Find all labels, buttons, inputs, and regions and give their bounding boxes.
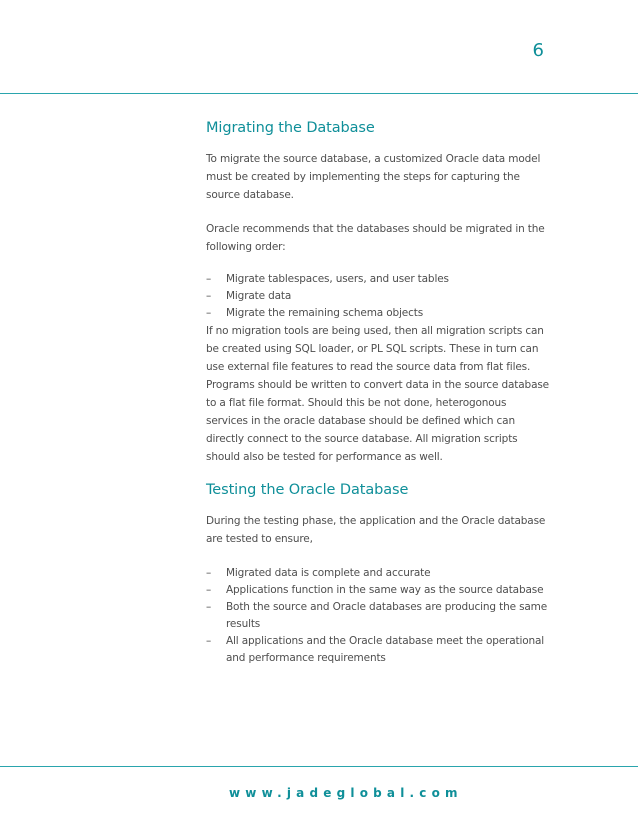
migration-scripts-paragraph: If no migration tools are being used, then all migration scripts can be created using SQL loader, or PL SQL scripts. These in turn can use external file features to read the source data from flat files. Programs should be written to convert data in the source database to a flat file format. Should this be not done, heterogonous services in the oracle database should be defined which can directly connect to the source database. All migration scripts should also be tested for performance as well. — [206, 325, 549, 463]
page-number: 6 — [532, 40, 544, 61]
dash-bullet: – — [206, 307, 212, 319]
list-item-text: All applications and the Oracle database meet the operational and performance requirements — [226, 635, 545, 664]
migration-order-paragraph: Oracle recommends that the databases should be migrated in the following order: — [206, 223, 545, 253]
dash-bullet: – — [206, 601, 212, 613]
dash-bullet: – — [206, 635, 212, 647]
list-item — [206, 582, 551, 599]
migration-intro-paragraph: To migrate the source database, a customized Oracle data model must be created by implementing the steps for capturing the source database. — [206, 153, 541, 201]
footer-divider — [0, 766, 638, 767]
header-divider — [0, 93, 638, 94]
list-item-text: Migrated data is complete and accurate — [226, 567, 431, 579]
dash-bullet: – — [206, 567, 212, 579]
dash-bullet: – — [206, 584, 212, 596]
list-item-text: Both the source and Oracle databases are producing the same results — [226, 601, 548, 630]
dash-bullet: – — [206, 273, 212, 285]
section-heading-testing: Testing the Oracle Database — [206, 482, 409, 498]
list-item-text: Migrate data — [226, 290, 292, 302]
list-item — [206, 305, 551, 322]
testing-checks-list — [206, 565, 551, 667]
list-item — [206, 288, 551, 305]
testing-intro-paragraph: During the testing phase, the application and the Oracle database are tested to ensure, — [206, 515, 546, 545]
list-item — [206, 565, 551, 582]
dash-bullet: – — [206, 290, 212, 302]
list-item — [206, 599, 551, 633]
list-item — [206, 271, 551, 288]
section-heading-migrating: Migrating the Database — [206, 120, 375, 136]
main-content — [206, 120, 551, 667]
list-item-text: Migrate the remaining schema objects — [226, 307, 424, 319]
list-item-text: Applications function in the same way as the source database — [226, 584, 544, 596]
list-item-text: Migrate tablespaces, users, and user tables — [226, 273, 449, 285]
footer-website-link[interactable]: www.jadeglobal.com — [229, 786, 463, 800]
migration-steps-list — [206, 271, 551, 322]
list-item — [206, 633, 551, 667]
